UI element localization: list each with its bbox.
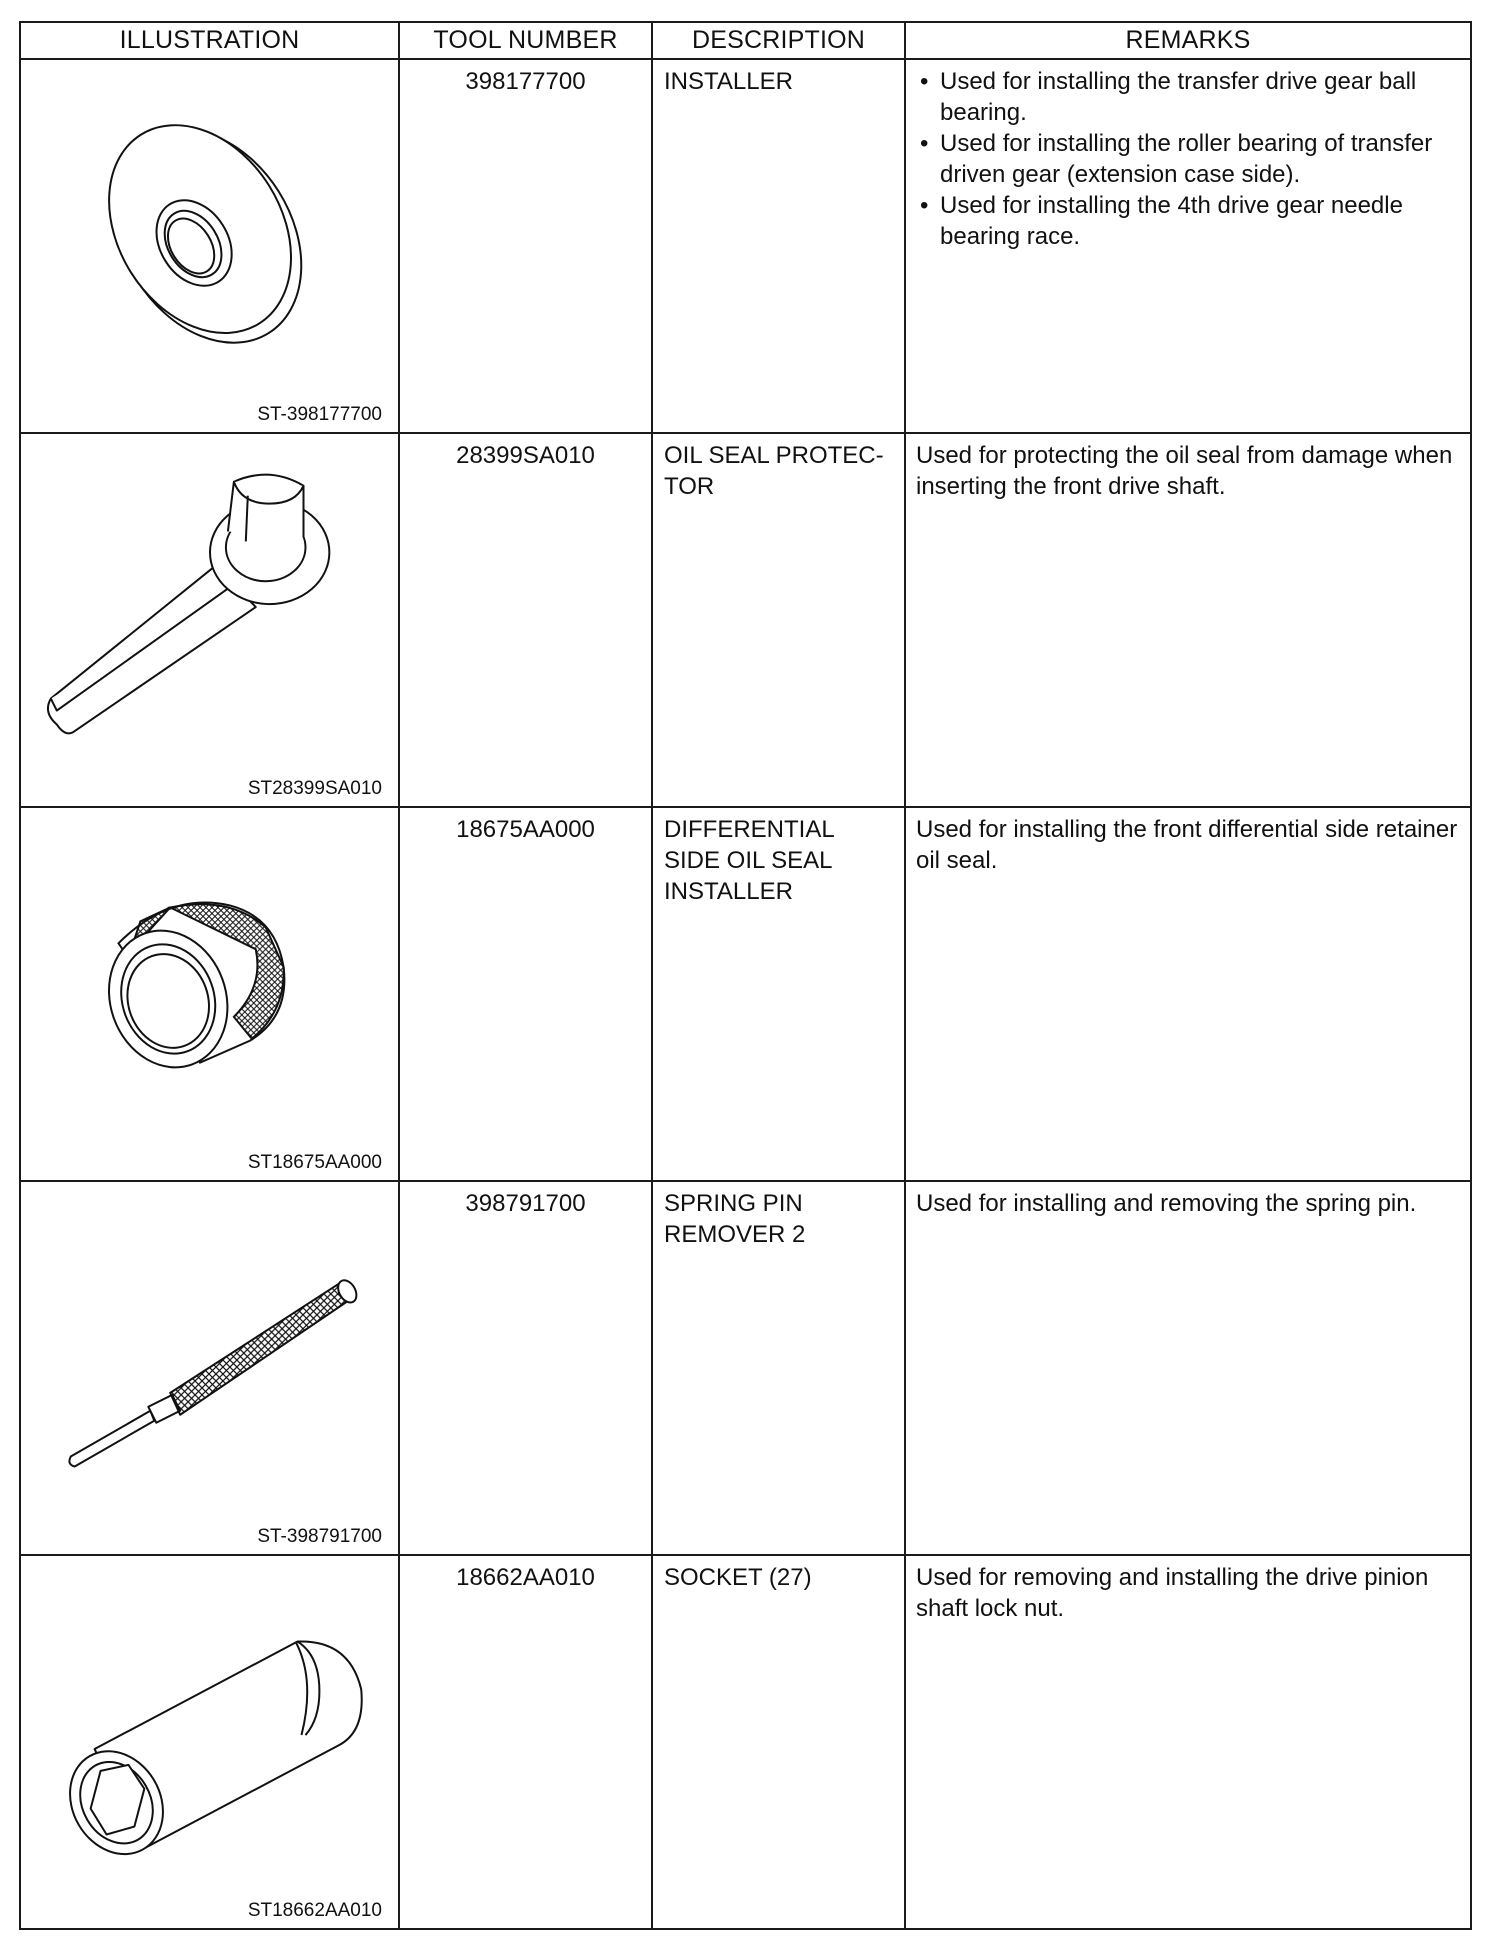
table-header-row <box>20 22 1471 59</box>
remarks <box>905 807 1471 1181</box>
description: INSTALLER <box>652 59 905 433</box>
washer-installer-icon <box>21 60 398 432</box>
remarks <box>905 433 1471 807</box>
figure-label: ST28399SA010 <box>247 778 382 799</box>
header-illustration: ILLUSTRATION <box>20 22 399 59</box>
header-remarks: REMARKS <box>905 22 1471 59</box>
description: OIL SEAL PROTEC- TOR <box>652 433 905 807</box>
remarks <box>905 59 1471 433</box>
remark-item: Used for removing and installing the drive pinion shaft lock nut. <box>916 1564 1429 1622</box>
table-row <box>20 59 1471 433</box>
knurled-sleeve-icon <box>21 808 398 1180</box>
figure-label: ST-398177700 <box>257 404 382 425</box>
illustration-cell <box>20 1555 399 1929</box>
tool-number: 398177700 <box>399 59 652 433</box>
remark-item: Used for installing and removing the spring pin. <box>916 1190 1417 1217</box>
description: DIFFERENTIAL SIDE OIL SEAL INSTALLER <box>652 807 905 1181</box>
special-tools-table <box>19 21 1472 1930</box>
tool-number: 18662AA010 <box>399 1555 652 1929</box>
figure-label: ST18675AA000 <box>247 1152 382 1173</box>
socket-icon <box>21 1556 398 1928</box>
remark-item: • Used for installing the transfer drive gear ball bearing. <box>916 66 1460 128</box>
header-tool-number: TOOL NUMBER <box>399 22 652 59</box>
oil-seal-protector-icon <box>21 434 398 806</box>
figure-label: ST18662AA010 <box>247 1900 382 1921</box>
table-row <box>20 1181 1471 1555</box>
remark-item: Used for protecting the oil seal from damage when inserting the front drive shaft. <box>916 442 1453 500</box>
illustration-cell <box>20 1181 399 1555</box>
table-row <box>20 807 1471 1181</box>
figure-label: ST-398791700 <box>257 1526 382 1547</box>
remark-item: • Used for installing the roller bearing of transfer driven gear (extension case side). <box>916 128 1460 190</box>
illustration-cell <box>20 433 399 807</box>
pin-punch-icon <box>21 1182 398 1554</box>
remark-item: Used for installing the front differential side retainer oil seal. <box>916 816 1458 874</box>
tool-number: 398791700 <box>399 1181 652 1555</box>
remarks <box>905 1555 1471 1929</box>
illustration-cell <box>20 807 399 1181</box>
illustration-cell <box>20 59 399 433</box>
description: SOCKET (27) <box>652 1555 905 1929</box>
table-row <box>20 1555 1471 1929</box>
remarks <box>905 1181 1471 1555</box>
table-row <box>20 433 1471 807</box>
description: SPRING PIN REMOVER 2 <box>652 1181 905 1555</box>
header-description: DESCRIPTION <box>652 22 905 59</box>
remark-item: • Used for installing the 4th drive gear needle bearing race. <box>916 190 1460 252</box>
tool-number: 18675AA000 <box>399 807 652 1181</box>
tool-number: 28399SA010 <box>399 433 652 807</box>
